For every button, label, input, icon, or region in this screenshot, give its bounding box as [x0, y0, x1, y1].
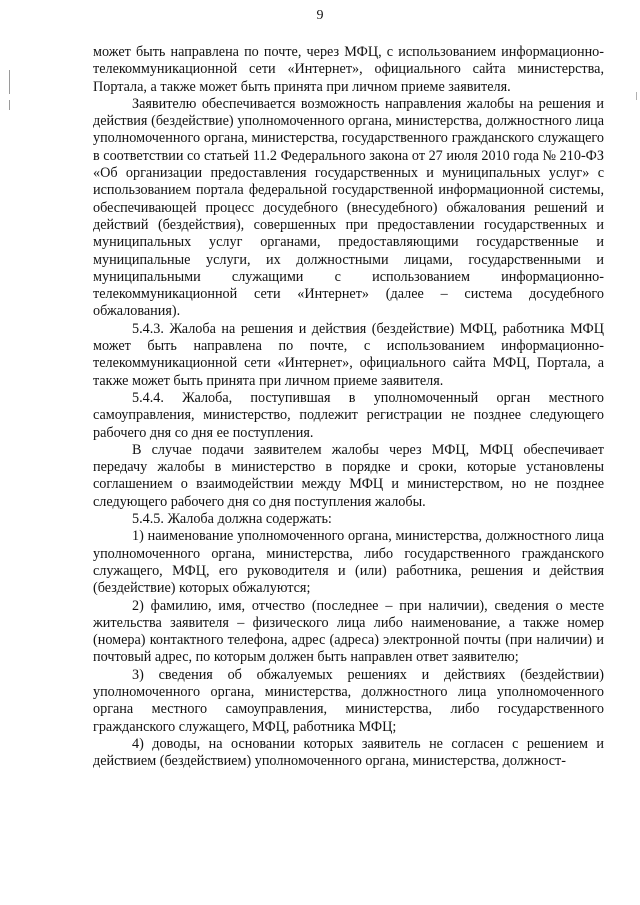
list-item-1: 1) наименование уполномоченного органа, министерства, должностного лица уполномоченного органа, министерства, либо государственного гражданского служащего, МФЦ, его руководителя и (или) работника, решения и действия (бездействие) которых обжалуются; [93, 528, 604, 597]
paragraph-pre-trial-appeal-system: Заявителю обеспечивается возможность направления жалобы на решения и действия (бездействие) уполномоченного органа, министерства, должностного лица уполномоченного органа, министерства, государственного гражданского служащего в соответствии со статьей 11.2 Федерального закона от 27 июля 2010 года № 210-ФЗ «Об организации предоставления государственных и муниципальных услуг» с использованием портала федеральной государственной информационной системы, обеспечивающей процесс досудебного (внесудебного) обжалования решений и действий (бездействия), совершенных при предоставлении государственных и муниципальных услуг органами, предоставляющими государственные и муниципальные услуги, их должностными лицами, государственными и муниципальными служащими с использованием информационно-телекоммуникационной сети «Интернет» (далее – система досудебного обжалования). [93, 95, 604, 320]
list-item-2: 2) фамилию, имя, отчество (последнее – при наличии), сведения о месте жительства заявителя – физического лица либо наименование, а также номер (номера) контактного телефона, адрес (адреса) электронной почты (при наличии) и почтовый адрес, по которым должен быть направлен ответ заявителю; [93, 597, 604, 666]
paragraph-5-4-3: 5.4.3. Жалоба на решения и действия (бездействие) МФЦ, работника МФЦ может быть направлена по почте, с использованием информационно-телекоммуникационной сети «Интернет», официального сайта МФЦ, Портала, а также может быть принята при личном приеме заявителя. [93, 320, 604, 389]
scan-margin-mark [9, 100, 10, 110]
page-number: 9 [316, 8, 324, 23]
scan-edge-mark [636, 92, 637, 100]
paragraph-5-4-4: 5.4.4. Жалоба, поступившая в уполномоченный орган местного самоуправления, министерство, подлежит регистрации не позднее следующего рабочего дня со дня ее поступления. [93, 389, 604, 441]
paragraph-5-4-5: 5.4.5. Жалоба должна содержать: [132, 511, 332, 528]
paragraph-continuation: может быть направлена по почте, через МФЦ, с использованием информационно-телекоммуникационной сети «Интернет», официального сайта министерства, Портала, а также может быть принята при личном приеме заявителя. [93, 44, 604, 95]
paragraph-mfc-transfer: В случае подачи заявителем жалобы через МФЦ, МФЦ обеспечивает передачу жалобы в министерство в порядке и сроки, которые установлены соглашением о взаимодействии между МФЦ и министерством, но не позднее следующего рабочего дня со дня поступления жалобы. [93, 441, 604, 510]
document-body [93, 44, 604, 770]
list-item-3: 3) сведения об обжалуемых решениях и действиях (бездействии) уполномоченного органа, министерства, должностного лица уполномоченного органа местного самоуправления, министерства, либо государственного гражданского служащего, МФЦ, работника МФЦ; [93, 666, 604, 735]
scan-margin-mark [9, 70, 10, 94]
list-item-4: 4) доводы, на основании которых заявитель не согласен с решением и действием (бездействием) уполномоченного органа, министерства, должност- [93, 735, 604, 770]
